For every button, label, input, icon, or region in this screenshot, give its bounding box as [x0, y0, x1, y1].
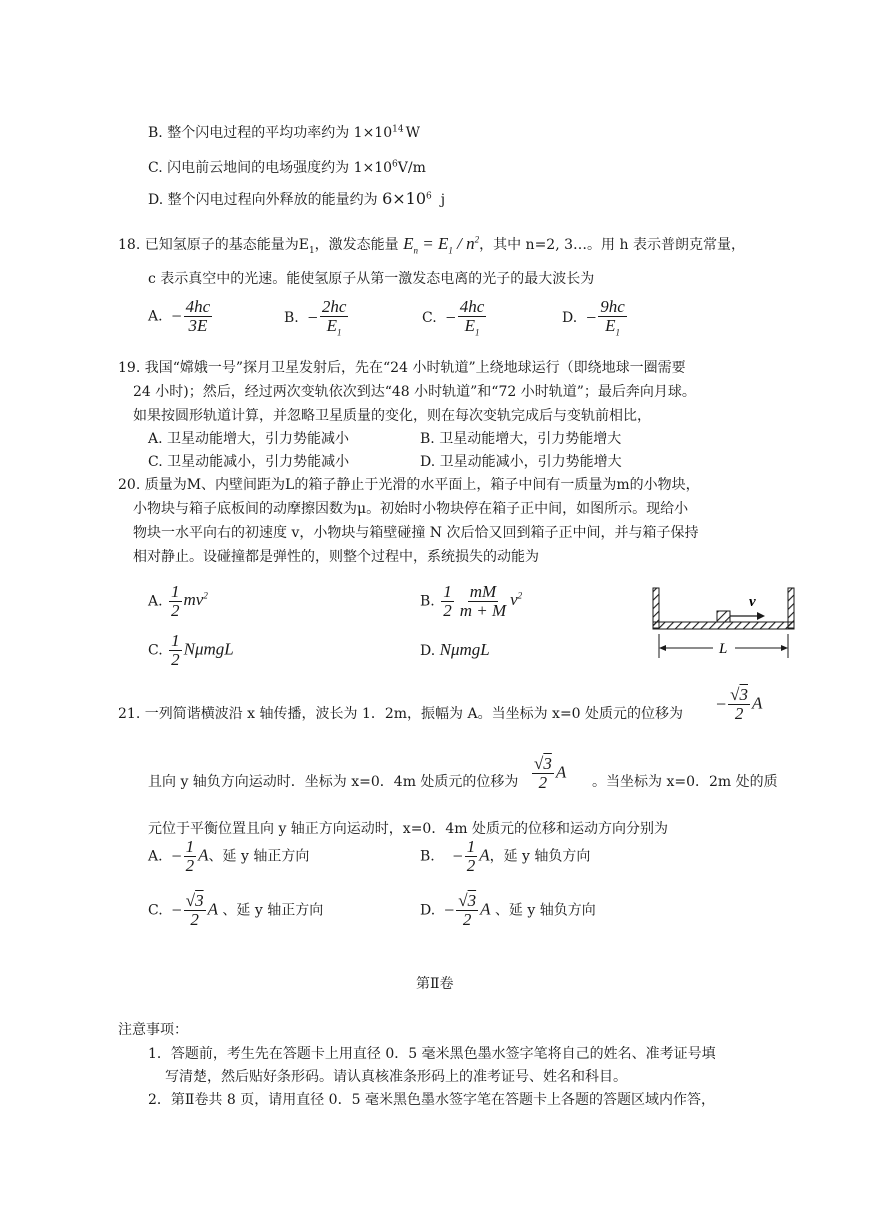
notice-item-1b: 写清楚，然后贴好条形码。请认真核准条形码上的准考证号、姓名和科目。 — [165, 1069, 627, 1085]
q18-option-d: D. − $\frac{9hc}{E_1}$ — [562, 297, 625, 338]
q20-stem-line2: 小物块与箱子底板间的动摩擦因数为μ。初始时小物块停在箱子正中间，如图所示。现给小 — [133, 501, 689, 517]
q18-option-c: C. − $\frac{4hc}{E_1}$ — [422, 297, 485, 338]
small-block — [717, 611, 730, 622]
section-title: 第Ⅱ卷 — [416, 976, 454, 992]
q20-stem-line1: 20. 质量为M、内壁间距为L的箱子静止于光滑的水平面上，箱子中间有一质量为m的小物块， — [118, 477, 700, 493]
notice-heading: 注意事项： — [118, 1022, 188, 1038]
box-block-figure — [645, 582, 800, 660]
q21-option-a: A. − $\frac{1}{2}$ A、延 y 轴正方向 — [148, 837, 310, 875]
velocity-label: v — [749, 594, 756, 610]
q20-option-b: B. $\frac{1}{2}$ $\frac{mM}{m + M}$ $v^2$ — [420, 582, 523, 620]
q21-stem-line2: 且向 y 轴负方向运动时．坐标为 x=0．4m 处质元的位移为 — [148, 774, 519, 790]
q18-option-a: A. − $\frac{4hc}{3E}$ — [148, 297, 211, 335]
q20-stem-line3: 物块一水平向右的初速度 v，小物块与箱壁碰撞 N 次后恰又回到箱子正中间，并与箱子保持 — [133, 525, 699, 541]
q20-option-d: D. NμmgL — [420, 640, 490, 659]
length-label: L — [719, 641, 728, 657]
q20-option-a: A. $\frac{1}{2}$ $mv^2$ — [148, 582, 208, 620]
q21-stem-line3: 元位于平衡位置且向 y 轴正方向运动时，x=0．4m 处质元的位移和运动方向分别为 — [148, 821, 668, 837]
q21-neg-sqrt3-half-A: − $\frac{√3}{2}$ A — [716, 685, 763, 723]
q19-option-c: C. 卫星动能减小，引力势能减小 — [148, 454, 350, 470]
q17-option-c: C. 闪电前云地间的电场强度约为 $1\times 10^6V/m$ — [148, 159, 426, 176]
q20-option-c: C. $\frac{1}{2}$ NμmgL — [148, 631, 234, 669]
q19-option-b: B. 卫星动能增大，引力势能增大 — [420, 431, 622, 447]
box-floor — [653, 622, 794, 629]
q21-option-c: C. − $\frac{√3}{2}$ A 、延 y 轴正方向 — [148, 891, 324, 929]
arrow-head-icon — [757, 612, 765, 620]
q21-stem-line2b: 。当坐标为 x=0．2m 处的质 — [592, 774, 778, 790]
q19-option-d: D. 卫星动能减小，引力势能增大 — [420, 454, 622, 470]
q20-stem-line4: 相对静止。设碰撞都是弹性的，则整个过程中，系统损失的动能为 — [133, 549, 539, 565]
notice-item-2: 2．第Ⅱ卷共 8 页，请用直径 0．5 毫米黑色墨水签字笔在答题卡上各题的答题区域内作答， — [148, 1092, 715, 1108]
q18-stem-line1: 18. 已知氢原子的基态能量为$E_1$，激发态能量 $E_n = E_1 / n^2$，其中 n=2, 3…。用 h 表示普朗克常量， — [118, 234, 745, 256]
q17-option-d: D. 整个闪电过程向外释放的能量约为 $6\times 10^6$ j — [148, 189, 446, 208]
q21-stem-line1: 21. 一列简谐横波沿 x 轴传播，波长为 1．2m，振幅为 A。当坐标为 x=0 处质元的位移为 — [118, 706, 684, 722]
q21-sqrt3-half-A: $\frac{√3}{2}$ A — [534, 754, 567, 792]
q19-option-a: A. 卫星动能增大，引力势能减小 — [148, 431, 350, 447]
q19-stem-line3: 如果按圆形轨道计算，并忽略卫星质量的变化，则在每次变轨完成后与变轨前相比， — [133, 408, 651, 424]
q21-option-d: D. − $\frac{√3}{2}$ A 、延 y 轴负方向 — [420, 891, 596, 929]
q19-stem-line2: 24 小时)；然后，经过两次变轨依次到达“48 小时轨道”和“72 小时轨道”；最后奔向月球。 — [133, 384, 696, 400]
q21-option-b: B. − $\frac{1}{2}$ A，延 y 轴负方向 — [420, 837, 591, 875]
q18-option-b: B. − $\frac{2hc}{E_1}$ — [284, 297, 347, 338]
energy-formula: $E_n = E_1 / n^2$ — [403, 234, 480, 256]
notice-item-1a: 1．答题前，考生先在答题卡上用直径 0．5 毫米黑色墨水签字笔将自己的姓名、准考证号填 — [148, 1046, 716, 1062]
q19-stem-line1: 19. 我国“嫦娥一号”探月卫星发射后，先在“24 小时轨道”上绕地球运行（即绕地球一圈需要 — [118, 360, 686, 376]
q18-stem-line2: c 表示真空中的光速。能使氢原子从第一激发态电离的光子的最大波长为 — [148, 271, 595, 287]
q17-option-b: B. 整个闪电过程的平均功率约为 $1\times 10^{14}$ W — [148, 124, 420, 141]
